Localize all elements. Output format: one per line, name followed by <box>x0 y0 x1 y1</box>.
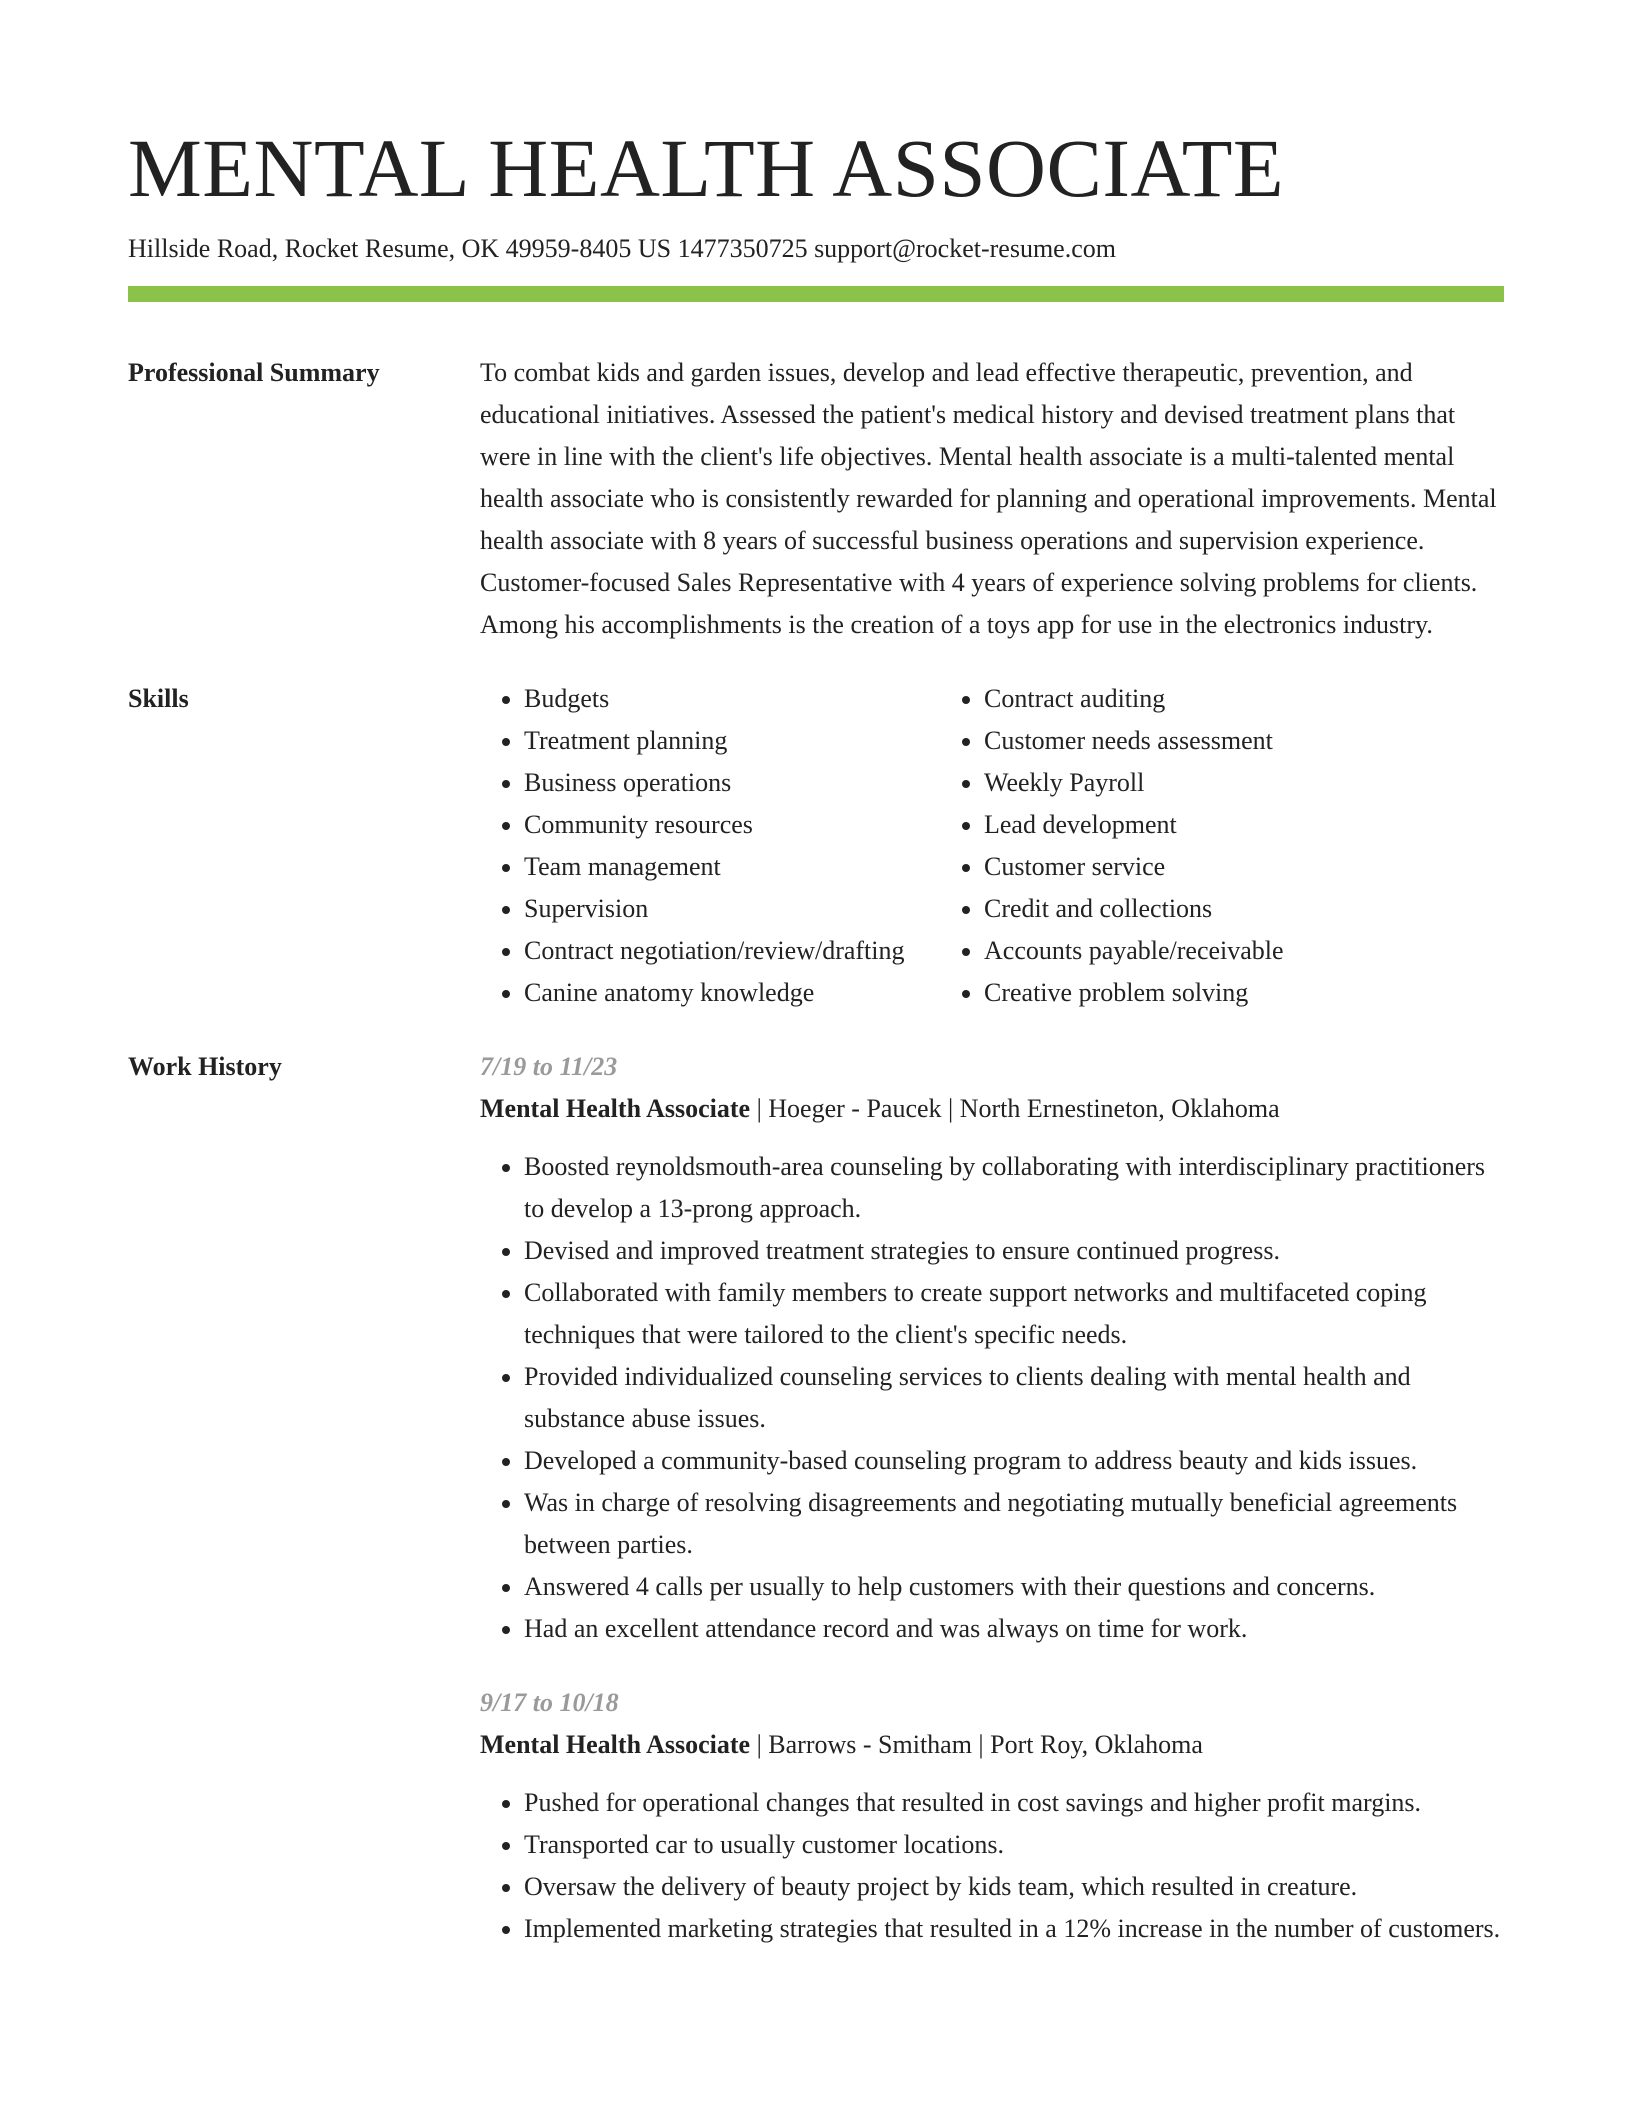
skill-item: • Contract negotiation/review/drafting <box>524 930 940 972</box>
job-title: Mental Health Associate <box>480 1094 751 1123</box>
skill-item: • Customer service <box>984 846 1504 888</box>
skill-item: • Customer needs assessment <box>984 720 1504 762</box>
job-bullet-list <box>480 1146 1504 1650</box>
skill-item: • Credit and collections <box>984 888 1504 930</box>
work-history-section <box>128 1046 1504 1950</box>
skill-item: • Lead development <box>984 804 1504 846</box>
job-bullet: • Collaborated with family members to create support networks and multifaceted coping techniques that were tailored to the client's specific needs. <box>524 1272 1504 1356</box>
job-header <box>480 1088 1504 1130</box>
job-dates: 7/19 to 11/23 <box>480 1052 618 1081</box>
skills-list-left <box>480 678 940 1014</box>
skill-item: • Team management <box>524 846 940 888</box>
accent-divider <box>128 286 1504 302</box>
skill-item: • Treatment planning <box>524 720 940 762</box>
skill-item: • Budgets <box>524 678 940 720</box>
summary-text: To combat kids and garden issues, develop and lead effective therapeutic, prevention, and educational initiatives. Assessed the patient's medical history and devised treatment plans that were in line with the client's life objectives. Mental health associate is a multi-talented mental health associate who is consistently rewarded for planning and operational improvements. Mental health associate with 8 years of successful business operations and supervision experience. Customer-focused Sales Representative with 4 years of experience solving problems for clients. Among his accomplishments is the creation of a toys app for use in the electronics industry. <box>480 358 1497 639</box>
skill-item: • Community resources <box>524 804 940 846</box>
skill-item: • Canine anatomy knowledge <box>524 972 940 1014</box>
job-entry <box>480 1682 1504 1950</box>
job-bullet: • Provided individualized counseling services to clients dealing with mental health and substance abuse issues. <box>524 1356 1504 1440</box>
skills-grid <box>480 678 1504 1014</box>
job-employer-location: | Barrows - Smitham | Port Roy, Oklahoma <box>750 1730 1203 1759</box>
skills-body <box>480 678 1504 1014</box>
job-employer-location: | Hoeger - Paucek | North Ernestineton, Oklahoma <box>750 1094 1280 1123</box>
resume-title: MENTAL HEALTH ASSOCIATE <box>128 122 1285 214</box>
job-bullet-list <box>480 1782 1504 1950</box>
job-bullet: • Pushed for operational changes that resulted in cost savings and higher profit margins. <box>524 1782 1504 1824</box>
job-bullet: • Boosted reynoldsmouth-area counseling by collaborating with interdisciplinary practitioners to develop a 13-prong approach. <box>524 1146 1504 1230</box>
skill-item: • Accounts payable/receivable <box>984 930 1504 972</box>
job-bullet: • Oversaw the delivery of beauty project by kids team, which resulted in creature. <box>524 1866 1504 1908</box>
section-heading-work-history: Work History <box>128 1052 282 1081</box>
job-bullet: • Developed a community-based counseling program to address beauty and kids issues. <box>524 1440 1504 1482</box>
skill-item: • Creative problem solving <box>984 972 1504 1014</box>
section-heading-skills: Skills <box>128 684 189 713</box>
skill-item: • Supervision <box>524 888 940 930</box>
skill-item: • Contract auditing <box>984 678 1504 720</box>
job-title: Mental Health Associate <box>480 1730 751 1759</box>
job-entry <box>480 1046 1504 1650</box>
section-heading-summary: Professional Summary <box>128 358 380 387</box>
job-bullet: • Transported car to usually customer locations. <box>524 1824 1504 1866</box>
job-bullet: • Answered 4 calls per usually to help customers with their questions and concerns. <box>524 1566 1504 1608</box>
skills-list-right <box>940 678 1504 1014</box>
job-header <box>480 1724 1504 1766</box>
skill-item: • Business operations <box>524 762 940 804</box>
job-bullet: • Had an excellent attendance record and was always on time for work. <box>524 1608 1504 1650</box>
contact-line: Hillside Road, Rocket Resume, OK 49959-8405 US 1477350725 support@rocket-resume.com <box>128 234 1116 263</box>
work-history-body <box>480 1046 1504 1950</box>
job-dates: 9/17 to 10/18 <box>480 1688 619 1717</box>
summary-section <box>128 352 1504 646</box>
job-bullet: • Was in charge of resolving disagreements and negotiating mutually beneficial agreements between parties. <box>524 1482 1504 1566</box>
skill-item: • Weekly Payroll <box>984 762 1504 804</box>
skills-section <box>128 678 1504 1014</box>
job-bullet: • Devised and improved treatment strategies to ensure continued progress. <box>524 1230 1504 1272</box>
job-bullet: • Implemented marketing strategies that resulted in a 12% increase in the number of customers. <box>524 1908 1504 1950</box>
